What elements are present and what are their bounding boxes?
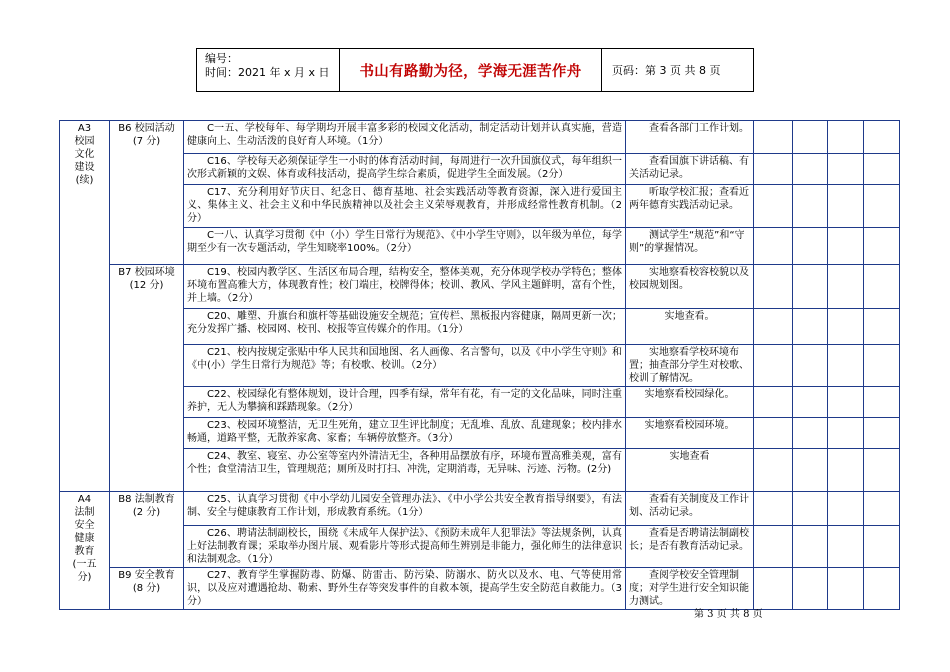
score-cell <box>793 492 828 526</box>
criterion-c17: C17、充分利用好节庆日、纪念日、德育基地、社会实践活动等教育资源，深入进行爱国主义、集体主义、社会主义和中华民族精神以及社会主义荣辱观教育，并形成经常性教育机制。（2分） <box>184 185 626 228</box>
criterion-c25: C25、认真学习贯彻《中小学幼儿园安全管理办法》、《中小学公共安全教育指导纲要》，有法制、安全与健康教育工作计划，形成教育系统。（1分） <box>184 492 626 526</box>
score-cell <box>864 121 900 154</box>
score-cell <box>793 185 828 228</box>
category-b6: B6 校园活动 (7 分) <box>110 121 184 265</box>
table-row <box>60 387 900 418</box>
score-cell <box>828 526 864 568</box>
table-row <box>60 154 900 185</box>
method-c25: 查看有关制度及工作计划、活动记录。 <box>626 492 754 526</box>
header-motto: 书山有路勤为径，学海无涯苦作舟 <box>340 49 602 91</box>
header-box <box>196 48 754 92</box>
criterion-c27: C27、教育学生掌握防毒、防爆、防雷击、防污染、防溺水、防火以及水、电、气等使用常识，以及应对遭遇抢劫、勒索、野外生存等突发事件的自救本领，提高学生安全防范自救能力。（3分） <box>184 568 626 610</box>
table-row <box>60 265 900 309</box>
score-cell <box>754 154 793 185</box>
score-cell <box>864 449 900 492</box>
table-row <box>60 228 900 265</box>
table-row <box>60 526 900 568</box>
criterion-c26: C26、聘请法制副校长，围绕《未成年人保护法》、《预防未成年人犯罪法》等法规条例，认真上好法制教育课；采取举办图片展、观看影片等形式提高师生辨别是非能力，强化师生的法律意识和法制观念。（1分） <box>184 526 626 568</box>
method-c27: 查阅学校安全管理制度；对学生进行安全知识能力测试。 <box>626 568 754 610</box>
score-cell <box>793 387 828 418</box>
score-cell <box>828 154 864 185</box>
method-c22: 实地察看校园绿化。 <box>626 387 754 418</box>
category-b8: B8 法制教育 (2 分) <box>110 492 184 568</box>
score-cell <box>793 154 828 185</box>
score-cell <box>793 228 828 265</box>
table-row <box>60 345 900 387</box>
score-cell <box>793 121 828 154</box>
criterion-c21: C21、校内按规定张贴中华人民共和国地图、名人画像、名言警句，以及《中小学生守则》和《中(小）学生日常行为规范》等；有校歌、校训。（2分） <box>184 345 626 387</box>
score-cell <box>864 309 900 345</box>
score-cell <box>828 121 864 154</box>
evaluation-table <box>59 120 900 610</box>
score-cell <box>828 387 864 418</box>
score-cell <box>864 154 900 185</box>
score-cell <box>828 568 864 610</box>
criterion-c19: C19、校园内教学区、生活区布局合理，结构安全，整体美观，充分体现学校办学特色；整体环境布置高雅大方，体现教育性；校门端庄，校牌得体；校训、教风、学风主题鲜明，富有个性，并上墙。（2分） <box>184 265 626 309</box>
score-cell <box>828 418 864 449</box>
method-c17: 听取学校汇报；查看近两年德育实践活动记录。 <box>626 185 754 228</box>
category-a3: A3 校园 文化 建设 (续) <box>60 121 110 492</box>
number-label: 编号： <box>205 52 238 65</box>
score-cell <box>864 526 900 568</box>
score-cell <box>793 568 828 610</box>
score-cell <box>864 418 900 449</box>
method-c20: 实地查看。 <box>626 309 754 345</box>
table-row <box>60 568 900 610</box>
category-a4: A4 法制 安全 健康 教育 (一五 分) <box>60 492 110 610</box>
score-cell <box>828 265 864 309</box>
score-cell <box>864 265 900 309</box>
score-cell <box>793 418 828 449</box>
method-c16: 查看国旗下讲话稿、有关活动记录。 <box>626 154 754 185</box>
method-c24: 实地查看 <box>626 449 754 492</box>
criterion-c23: C23、校园环境整洁，无卫生死角，建立卫生评比制度；无乱堆、乱放、乱建现象；校内排水畅通，道路平整，无散养家禽、家畜；车辆停放整齐。（3分） <box>184 418 626 449</box>
score-cell <box>754 228 793 265</box>
method-c18: 测试学生“规范”和“守则”的掌握情况。 <box>626 228 754 265</box>
header-meta <box>197 49 340 91</box>
time-label: 时间：2021 年 x 月 x 日 <box>205 66 330 79</box>
score-cell <box>864 387 900 418</box>
category-b7: B7 校园环境 (12 分) <box>110 265 184 492</box>
score-cell <box>754 265 793 309</box>
score-cell <box>828 309 864 345</box>
method-c26: 查看是否聘请法制副校长；是否有教育活动记录。 <box>626 526 754 568</box>
score-cell <box>828 185 864 228</box>
criterion-c24: C24、教室、寝室、办公室等室内外清洁无尘，各种用品摆放有序，环境布置高雅美观，富有个性；食堂清洁卫生，管理规范；厕所及时打扫、冲洗，定期消毒，无异味、污迹、污物。(2分) <box>184 449 626 492</box>
score-cell <box>828 449 864 492</box>
score-cell <box>754 121 793 154</box>
score-cell <box>864 228 900 265</box>
criterion-c20: C20、雕塑、升旗台和旗杆等基础设施安全规范；宣传栏、黑板报内容健康，隔周更新一次；充分发挥广播、校园网、校刊、校报等宣传媒介的作用。（1分） <box>184 309 626 345</box>
score-cell <box>793 309 828 345</box>
table-row <box>60 492 900 526</box>
score-cell <box>864 345 900 387</box>
score-cell <box>754 185 793 228</box>
score-cell <box>754 345 793 387</box>
score-cell <box>793 526 828 568</box>
score-cell <box>793 345 828 387</box>
table-row <box>60 418 900 449</box>
criterion-c16: C16、学校每天必须保证学生一小时的体育活动时间，每周进行一次升国旗仪式，每年组织一次形式新颖的文娱、体育或科技活动，提高学生综合素质，促进学生全面发展。（2分） <box>184 154 626 185</box>
score-cell <box>754 387 793 418</box>
criterion-c15: C一五、学校每年、每学期均开展丰富多彩的校园文化活动，制定活动计划并认真实施，营造健康向上、生动活泼的良好育人环境。（1分） <box>184 121 626 154</box>
method-c21: 实地察看学校环境布置；抽查部分学生对校歌、校训了解情况。 <box>626 345 754 387</box>
score-cell <box>828 492 864 526</box>
score-cell <box>754 568 793 610</box>
header-page-label: 页码：第 3 页 共 8 页 <box>612 64 721 77</box>
score-cell <box>864 185 900 228</box>
page-footer: 第 3 页 共 8 页 <box>694 609 763 620</box>
score-cell <box>754 526 793 568</box>
criterion-c22: C22、校园绿化有整体规划，设计合理，四季有绿，常年有花，有一定的文化品味，同时注重养护，无人为攀摘和踩踏现象。（2分） <box>184 387 626 418</box>
method-c23: 实地察看校园环境。 <box>626 418 754 449</box>
table-row <box>60 121 900 154</box>
score-cell <box>864 492 900 526</box>
method-c19: 实地察看校容校貌以及校园规划图。 <box>626 265 754 309</box>
table-row <box>60 185 900 228</box>
table-row <box>60 449 900 492</box>
score-cell <box>864 568 900 610</box>
table-row <box>60 309 900 345</box>
score-cell <box>828 228 864 265</box>
score-cell <box>754 418 793 449</box>
criterion-c18: C一八、认真学习贯彻《中（小）学生日常行为规范》、《中小学生守则》，以年级为单位，每学期至少有一次专题活动，学生知晓率100%。（2分） <box>184 228 626 265</box>
score-cell <box>828 345 864 387</box>
category-b9: B9 安全教育 (8 分) <box>110 568 184 610</box>
score-cell <box>754 492 793 526</box>
score-cell <box>793 265 828 309</box>
score-cell <box>754 309 793 345</box>
score-cell <box>754 449 793 492</box>
score-cell <box>793 449 828 492</box>
method-c15: 查看各部门工作计划。 <box>626 121 754 154</box>
